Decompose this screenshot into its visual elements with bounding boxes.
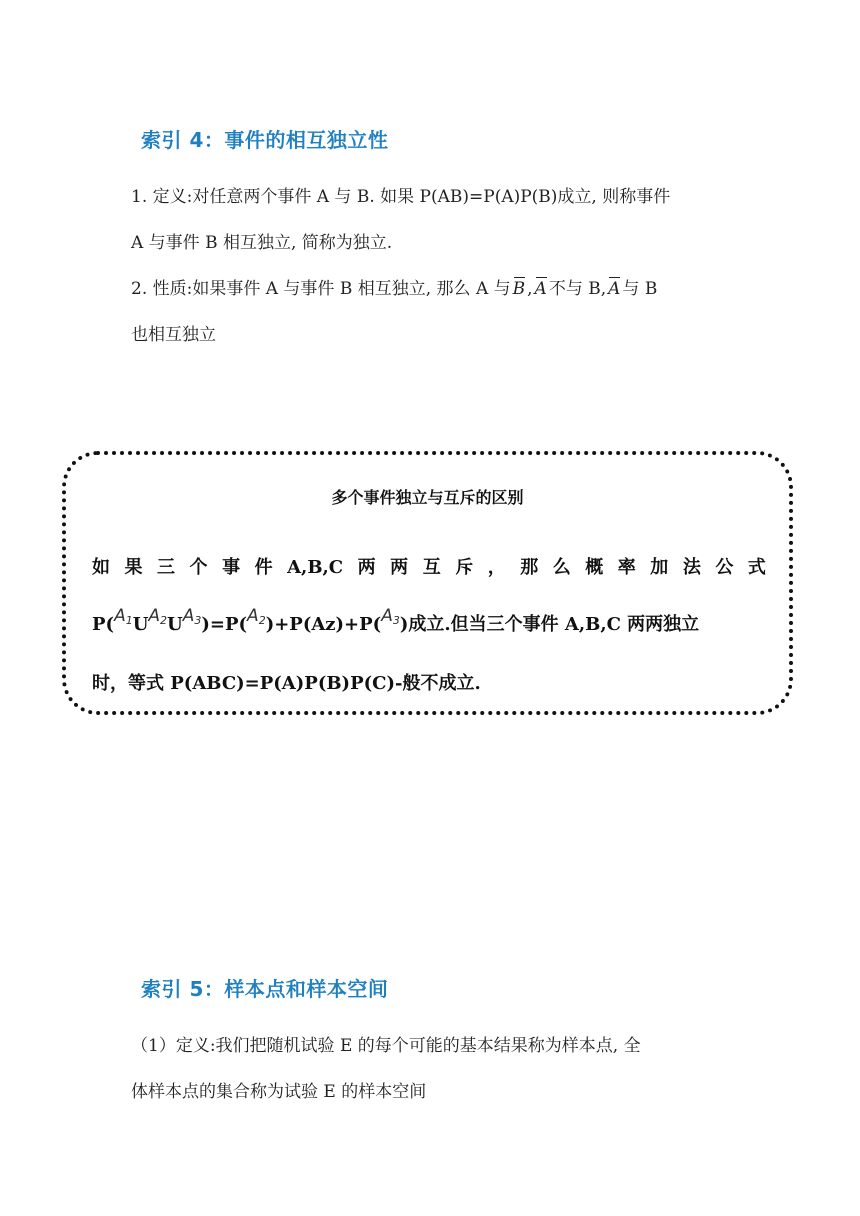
formula-letter: A	[148, 606, 161, 626]
note-line-3: 时，等式 P(ABC)=P(A)P(B)P(C)-般不成立.	[92, 673, 481, 694]
note-word: 加	[650, 557, 669, 578]
formula-subscript: 3	[194, 614, 202, 627]
sample-space-line-1: （1）定义:我们把随机试验 E 的每个可能的基本结果称为样本点, 全	[131, 1036, 641, 1056]
property-line-1	[131, 266, 741, 312]
property-text-4: 与 B	[622, 279, 658, 299]
formula-text: )成立.但当三个事件 A,B,C 两两独立	[399, 614, 700, 635]
note-line-1	[92, 539, 766, 596]
sample-space-line-2: 体样本点的集合称为试验 E 的样本空间	[131, 1082, 427, 1102]
formula-a2	[148, 606, 167, 626]
formula-text: )+P(Az)+P(	[265, 614, 382, 635]
note-word: 个	[189, 557, 208, 578]
section5-body	[131, 1023, 741, 1115]
formula-a3-rhs	[381, 606, 400, 626]
note-word: 件	[254, 557, 273, 578]
note-word: 公	[715, 557, 734, 578]
union-symbol: U	[132, 614, 149, 635]
a-complement-symbol: A	[534, 279, 547, 299]
formula-subscript: 2	[160, 614, 168, 627]
property-text-1: 2. 性质:如果事件 A 与事件 B 相互独立, 那么 A 与	[131, 279, 511, 299]
property-line-2: 也相互独立	[131, 325, 216, 345]
section5-heading: 索引 5：样本点和样本空间	[141, 977, 389, 1001]
note-word: 果	[124, 557, 143, 578]
formula-subscript: 3	[392, 614, 400, 627]
note-line-2-formula	[92, 596, 766, 655]
note-word: 两	[357, 557, 376, 578]
note-word: 概	[585, 557, 604, 578]
note-word: 斥	[455, 557, 474, 578]
note-word: ，	[487, 557, 506, 578]
formula-a1	[114, 606, 133, 626]
note-word: A,B,C	[287, 557, 344, 578]
note-word: 两	[390, 557, 409, 578]
note-box-text	[92, 539, 766, 712]
property-text-3: 不与 B,	[548, 279, 607, 299]
note-box-title: 多个事件独立与互斥的区别	[331, 488, 524, 507]
note-word: 么	[552, 557, 571, 578]
note-word: 如	[92, 557, 110, 578]
formula-letter: A	[247, 606, 259, 626]
note-word: 法	[682, 557, 701, 578]
formula-a3	[183, 606, 202, 626]
formula-text: )=P(	[201, 614, 248, 635]
note-word: 互	[422, 557, 441, 578]
definition-line-2: A 与事件 B 相互独立, 简称为独立.	[131, 233, 393, 253]
union-symbol: U	[167, 614, 183, 635]
note-word: 三	[157, 557, 176, 578]
definition-line-1: 1. 定义:对任意两个事件 A 与 B. 如果 P(AB)=P(A)P(B)成立, 则称事件	[131, 187, 671, 207]
section4-heading: 索引 4：事件的相互独立性	[141, 128, 389, 152]
b-complement-symbol: B	[512, 279, 526, 299]
note-word: 那	[520, 557, 539, 578]
note-word: 事	[222, 557, 241, 578]
formula-letter: A	[381, 606, 393, 626]
note-word: 率	[617, 557, 636, 578]
property-text-2: ,	[527, 279, 533, 299]
formula-text: P(	[92, 614, 115, 635]
formula-letter: A	[114, 606, 126, 626]
note-box	[62, 451, 793, 715]
formula-a2-rhs	[247, 606, 266, 626]
note-word: 式	[747, 557, 766, 578]
a-complement-symbol-2: A	[608, 279, 621, 299]
formula-subscript: 1	[125, 614, 133, 627]
formula-subscript: 2	[258, 614, 266, 627]
formula-letter: A	[182, 606, 195, 626]
section4-body	[131, 174, 741, 358]
